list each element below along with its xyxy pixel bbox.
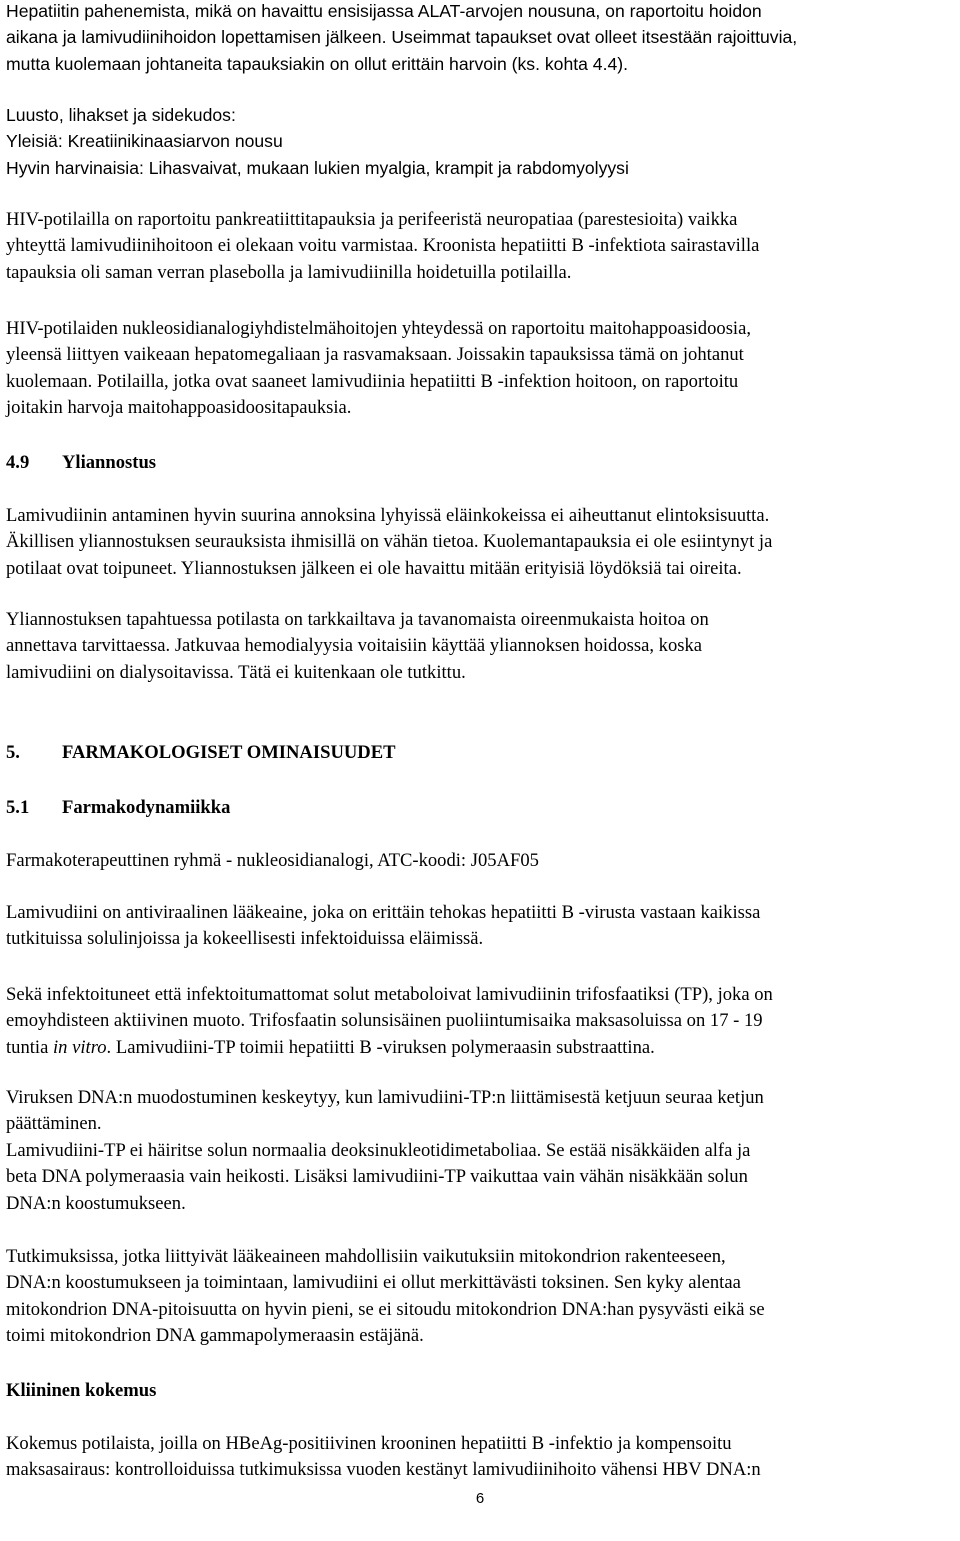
text-line: mutta kuolemaan johtaneita tapauksiakin on ollut erittäin harvoin (ks. kohta 4.4). — [6, 53, 629, 74]
text-line: Lamivudiini on antiviraalinen lääkeaine, joka on erittäin tehokas hepatiitti B -virusta vastaan kaikissa — [6, 902, 761, 923]
text-line: potilaat ovat toipuneet. Yliannostuksen jälkeen ei ole havaittu mitään erityisiä löydöksiä tai oireita. — [6, 557, 742, 579]
overdose-paragraph-2 — [6, 607, 958, 686]
dna-chain-paragraph — [6, 1085, 958, 1217]
lactic-acidosis-paragraph — [6, 316, 958, 422]
text-line: DNA:n koostumukseen. — [6, 1192, 186, 1214]
section-heading-5 — [6, 740, 958, 766]
text-line: tutkituissa solulinjoissa ja kokeellisesti infektoiduissa eläimissä. — [6, 928, 484, 950]
text-line: HIV-potilaiden nukleosidianalogiyhdistelmähoitojen yhteydessä on raportoitu maitohappoasidoosia, — [6, 318, 751, 339]
text-line: joitakin harvoja maitohappoasidoositapauksia. — [6, 397, 352, 419]
musculoskeletal-block — [6, 102, 958, 181]
text-line: annettava tarvittaessa. Jatkuvaa hemodialyysia voitaisiin käyttää yliannoksen hoidossa, koska — [6, 635, 703, 657]
text-line: yhteyttä lamivudiinihoitoon ei olekaan voitu varmistaa. Kroonista hepatiitti B -infektiota sairastavilla — [6, 235, 760, 257]
section-title: FARMAKOLOGISET OMINAISUUDET — [62, 742, 396, 763]
text-line: maksasairaus: kontrolloiduissa tutkimuksissa vuoden kestänyt lamivudiinihoito vähensi HBV DNA:n — [6, 1459, 761, 1481]
section-number: 5. — [6, 742, 20, 763]
text-line: HIV-potilailla on raportoitu pankreatiittitapauksia ja perifeeristä neuropatiaa (parestesioita) vaikka — [6, 209, 738, 230]
text-line: Tutkimuksissa, jotka liittyivät lääkeaineen mahdollisiin vaikutuksiin mitokondrion rakenteeseen, — [6, 1246, 726, 1267]
text-line: emoyhdisteen aktiivinen muoto. Trifosfaatin solunsisäinen puoliintumisaika maksasoluissa on 17 - 19 — [6, 1010, 763, 1032]
text-line: beta DNA polymeraasia vain heikosti. Lisäksi lamivudiini-TP vaikuttaa vain vähän nisäkkään solun — [6, 1166, 748, 1188]
overdose-paragraph-1 — [6, 503, 958, 582]
text-line: Yliannostuksen tapahtuessa potilasta on tarkkailtava ja tavanomaista oireenmukaista hoitoa on — [6, 609, 709, 630]
section-title: Yliannostus — [62, 452, 157, 473]
text-line: toimi mitokondrion DNA gammapolymeraasin estäjänä. — [6, 1325, 424, 1347]
text-line: Lamivudiini-TP ei häiritse solun normaalia deoksinukleotidimetaboliaa. Se estää nisäkkäiden alfa ja — [6, 1139, 751, 1161]
section-title: Farmakodynamiikka — [62, 797, 231, 818]
italic-term: in vitro — [53, 1036, 107, 1058]
text-line: tapauksia oli saman verran plasebolla ja lamivudiinilla hoidetuilla potilailla. — [6, 261, 572, 283]
text-line: Äkillisen yliannostuksen seurauksista ihmisillä on vähän tietoa. Kuolemantapauksia ei ole esiintynyt ja — [6, 531, 773, 553]
text-line: aikana ja lamivudiinihoidon lopettamisen jälkeen. Useimmat tapaukset ovat olleet itsestään rajoittuvia, — [6, 27, 798, 48]
text-line: Kokemus potilaista, joilla on HBeAg-positiivinen krooninen hepatiitti B -infektio ja kompensoitu — [6, 1433, 732, 1454]
antiviral-paragraph — [6, 900, 958, 953]
text-line: Hepatiitin pahenemista, mikä on havaittu ensisijassa ALAT-arvojen nousuna, on raportoitu hoidon — [6, 1, 762, 21]
text-line: DNA:n koostumukseen ja toimintaan, lamivudiini ei ollut merkittävästi toksinen. Sen kyky alentaa — [6, 1272, 741, 1294]
intro-paragraph — [6, 0, 958, 77]
text-line — [6, 1035, 958, 1061]
text-line: päättäminen. — [6, 1113, 102, 1135]
section-heading-4-9 — [6, 450, 958, 476]
text-line: Farmakoterapeuttinen ryhmä - nukleosidianalogi, ATC-koodi: J05AF05 — [6, 850, 539, 871]
text-segment: . Lamivudiini-TP toimii hepatiitti B -viruksen polymeraasin substraattina. — [106, 1036, 655, 1058]
text-line: Viruksen DNA:n muodostuminen keskeytyy, kun lamivudiini-TP:n liittämisestä ketjuun seuraa ketjun — [6, 1087, 764, 1108]
text-line: Hyvin harvinaisia: Lihasvaivat, mukaan lukien myalgia, krampit ja rabdomyolyysi — [6, 157, 629, 178]
text-line: Sekä infektoituneet että infektoitumattomat solut metaboloivat lamivudiinin trifosfaatiksi (TP), joka on — [6, 984, 773, 1005]
text-line: Yleisiä: Kreatiinikinaasiarvon nousu — [6, 131, 283, 152]
subheading: Luusto, lihakset ja sidekudos: — [6, 105, 236, 125]
page-number: 6 — [475, 1490, 485, 1507]
mitochondria-paragraph — [6, 1244, 958, 1350]
section-number: 5.1 — [6, 797, 30, 818]
hiv-pancreatitis-paragraph — [6, 207, 958, 286]
text-line: lamivudiini on dialysoitavissa. Tätä ei kuitenkaan ole tutkittu. — [6, 661, 466, 683]
metabolism-paragraph — [6, 982, 958, 1061]
text-line: mitokondrion DNA-pitoisuutta on hyvin pieni, se ei sitoudu mitokondrion DNA:han pysyvästi eikä se — [6, 1298, 765, 1320]
text-segment: tuntia — [6, 1036, 53, 1058]
atc-line — [6, 848, 958, 874]
section-heading-5-1 — [6, 795, 958, 821]
clinical-paragraph — [6, 1431, 958, 1484]
section-number: 4.9 — [6, 452, 30, 473]
clinical-heading — [6, 1378, 958, 1404]
text-line: yleensä liittyen vaikeaan hepatomegaliaan ja rasvamaksaan. Joissakin tapauksissa tämä on johtanut — [6, 344, 744, 366]
text-line: Lamivudiinin antaminen hyvin suurina annoksina lyhyissä eläinkokeissa ei aiheuttanut elintoksisuutta. — [6, 505, 770, 526]
subheading: Kliininen kokemus — [6, 1380, 157, 1401]
text-line: kuolemaan. Potilailla, jotka ovat saaneet lamivudiinia hepatiitti B -infektion hoitoon, on raportoitu — [6, 370, 739, 392]
